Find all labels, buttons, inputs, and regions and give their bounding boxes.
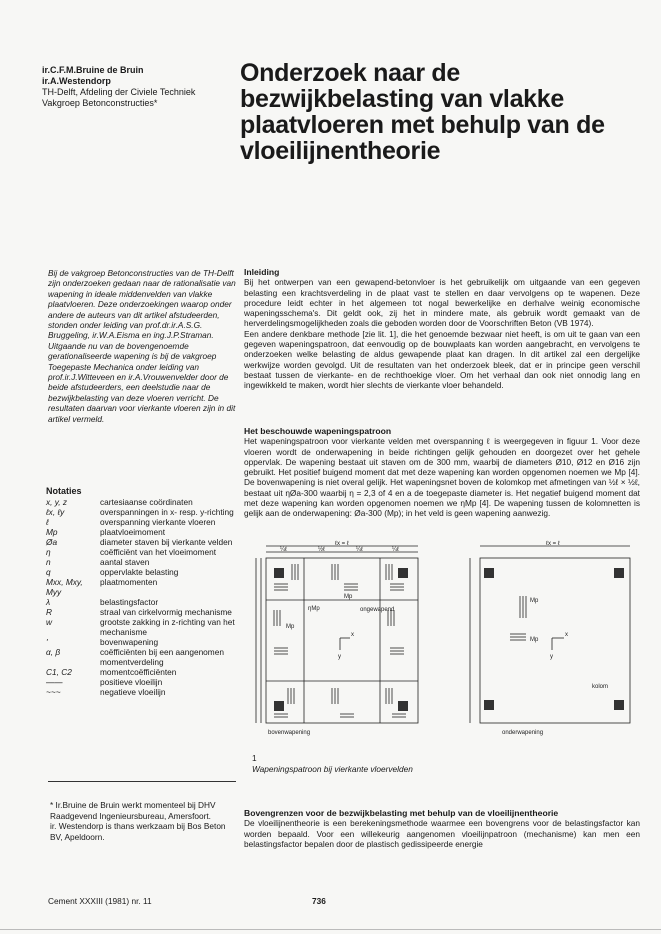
notation-description: coëfficiënt van het vloeimoment [100,547,217,557]
dim-top-part-1: ¼ℓ [280,547,287,553]
label-mp-right-1: Mp [530,598,539,604]
notation-row [46,687,241,697]
label-mp-2: Mp [286,624,295,630]
figure-caption: Wapeningspatroon bij vierkante vloervelden [252,764,413,774]
notation-row [46,527,241,537]
figure-number: 1 [252,753,257,763]
notation-symbol: Mxx, Mxy, Myy [46,577,83,597]
notation-description: straal van cirkelvormig mechanisme [100,607,232,617]
notation-symbol: q [46,567,51,577]
author-block [42,65,232,109]
notation-row [46,567,241,577]
notation-description: oppervlakte belasting [100,567,179,577]
notation-symbol: x, y, z [46,497,68,507]
section-wapening [244,426,640,519]
notation-symbol: w [46,617,52,627]
notation-symbol: ℓx, ℓy [46,507,65,517]
notation-symbol: ℓ [46,517,49,527]
notation-row [46,597,241,607]
notation-description: grootste zakking in z-richting van het mechanisme [100,617,235,637]
notation-description: plaatvloeimoment [100,527,166,537]
notation-description: belastingsfactor [100,597,159,607]
inleiding-paragraph-1: Bij het ontwerpen van een gewapend-betonvloer is het gebruikelijk om uitgaande van een gegeven belasting een krachtsverdeling in de plaat vast te stellen en daar vervolgens op te wapenen. Deze procedure leidt echter in het algemeen tot nogal bewerkelijke en derhalve weinig economische wapeningsschema's. Dit geldt ook, zij het in mindere mate, als gebruik wordt gemaakt van de herverdelingsmogelijkheden zoals die geboden worden door de Voorschriften Beton (VB 1974). [244,277,640,329]
inleiding-paragraph-2: Een andere denkbare methode [zie lit. 1], die het genoemde bezwaar niet heeft, is om uit te gaan van een gegeven wapeningspatroon, dat eenvoudig op de bouwplaats kan worden aangebracht, en vervolgens te onderzoeken welke belasting de aldus gewapende plaat kan dragen. In dit artikel zal een dergelijke werkwijze worden gevolgd. Uit de resultaten van het onderzoek bleek, dat er in principe geen verschil bestaat tussen de vierkante- en de rechthoekige vloer. Om het verhaal dan ook niet onnodig lang en ingewikkeld te maken, wordt hier slechts de vierkante vloer behandeld. [244,328,640,391]
notation-row [46,617,241,637]
axis-y-right: y [550,654,553,660]
notation-symbol: R [46,607,52,617]
notation-symbol: ' [46,637,48,647]
notation-row [46,547,241,557]
axis-x-left: x [351,632,354,638]
notation-symbol: Mp [46,527,58,537]
footnote-text-1: * Ir.Bruine de Bruin werkt momenteel bij DHV Raadgevend Ingenieursbureau, Amersfoort. [50,800,216,821]
notation-symbol: —— [46,677,63,687]
affiliation-1: TH-Delft, Afdeling der Civiele Techniek [42,87,196,97]
notation-row [46,637,241,647]
notation-row [46,497,241,507]
right-panel-outline [480,558,630,723]
intro-abstract: Bij de vakgroep Betonconstructies van de TH-Delft zijn onderzoeken gedaan naar de rationalisatie van wapening in ideale middenvelden van vlakke plaatvloeren. Deze onderzoekingen waarop onder andere de auteurs van dit artikel afstudeerden, stonden onder leiding van prof.dr.ir.A.S.G. Bruggeling, ir.W.A.Eisma en ing.J.P.Straman. Uitgaande nu van de bovengenoemde gerationaliseerde wapening is bij de vakgroep Toegepaste Mechanica onder leiding van prof.ir.J.Witteveen en ir.A.Vrouwenvelder door de beide afstudeerders, een deelstudie naar de bezwijkbelasting van deze vloeren verricht. De resultaten daarvan voor vierkante vloeren zijn in dit artikel vermeld. [48,268,236,424]
notation-row [46,677,241,687]
article-title: Onderzoek naar de bezwijkbelasting van vlakke plaatvloeren met behulp van de vloeilijnentheorie [240,59,605,165]
label-right-top: ℓx = ℓ [546,541,560,547]
notation-symbol: α, β [46,647,61,657]
notation-description: coëfficiënten bij een aangenomen momentverdeling [100,647,224,667]
notation-description: diameter staven bij vierkante velden [100,537,233,547]
notation-symbol: n [46,557,51,567]
section-bovengrenzen [244,808,640,849]
notation-description: plaatmomenten [100,577,158,587]
notation-description: cartesiaanse coördinaten [100,497,193,507]
wapening-paragraph: Het wapeningspatroon voor vierkante velden met overspanning ℓ is weergegeven in figuur 1. Voor deze vloeren wordt de onderwapening in beide richtingen gelijk gehouden en doorgezet over het gehele oppervlak. De wapening bestaat uit staven om de 300 mm, waarbij de diameters Ø10, Ø12 en Ø16 zijn gebruikt. Het positief buigend moment dat met deze wapening kan worden opgenomen noemen we Mp [4]. De bovenwapening is niet overal gelijk. Het wapeningsnet boven de kolomkop met afmetingen van ½ℓ × ½ℓ, bestaat uit ηØa-300 waarbij η = 2,3 of 4 en a de toegepaste diameter is. Het negatief buigend moment dat met deze wapening kan worden opgenomen noemen we ηMp [4]. De wapening tussen de kolomnetten is gelijk aan de onderwapening: Øa-300 (Mp); in het veld is geen wapening aanwezig. [244,436,640,519]
notation-row [46,607,241,617]
notation-description: bovenwapening [100,637,159,647]
notation-symbol: λ [46,597,51,607]
dim-top-part-3: ¼ℓ [356,547,363,553]
label-mp-right-2: Mp [530,637,539,643]
journal-reference: Cement XXXIII (1981) nr. 11 [48,896,152,906]
notation-row [46,647,241,667]
notation-symbol: C1, C2 [46,667,72,677]
page-bottom-edge [0,929,661,930]
notation-description: aantal staven [100,557,150,567]
label-ongewapend: ongewapend [360,607,395,613]
left-panel-outline [266,558,418,723]
bovengrenzen-heading: Bovengrenzen voor de bezwijkbelasting met behulp van de vloeilijnentheorie [244,808,559,818]
dim-top-part-4: ¼ℓ [392,547,399,553]
notation-description: overspanning vierkante vloeren [100,517,216,527]
label-kolom: kolom [592,684,609,690]
footnote [50,800,240,842]
notation-row [46,557,241,567]
label-mp-1: Mp [344,594,353,600]
notation-row [46,537,241,547]
notation-symbol: Øa [46,537,58,547]
footnote-text-2: ir. Westendorp is thans werkzaam bij Bos Beton BV, Apeldoorn. [50,821,226,842]
notation-description: negatieve vloeilijn [100,687,166,697]
label-bovenwapening: bovenwapening [268,730,311,736]
inleiding-heading: Inleiding [244,267,280,277]
axis-x-right: x [565,632,568,638]
notation-row [46,577,241,597]
notation-heading: Notaties [46,486,82,496]
notation-row [46,507,241,517]
section-inleiding [244,267,640,391]
dim-top-part-2: ½ℓ [318,547,325,553]
notation-list [46,486,241,697]
wapening-heading: Het beschouwde wapeningspatroon [244,426,392,436]
notation-description: overspanningen in x- resp. y-richting [100,507,234,517]
notation-symbol: ~~~ [46,687,61,697]
label-etamp-1: ηMp [308,606,320,612]
notation-symbol: η [46,547,51,557]
notation-description: momentcoëfficiënten [100,667,177,677]
footnote-divider [48,781,236,782]
bovengrenzen-paragraph: De vloeilijnentheorie is een berekeningsmethode waarmee een bovengrens voor de belastingsfactor kan worden bepaald. Voor een willekeurig aangenomen vloeilijnpatroon (mechanisme) kan men een belastingsfactor bepalen door de plastisch gedissipeerde energie [244,818,640,849]
page-number: 736 [312,896,326,906]
notation-row [46,667,241,677]
figure-reinforcement-pattern [252,538,648,738]
author-2: ir.A.Westendorp [42,76,111,86]
notation-description: positieve vloeilijn [100,677,163,687]
notation-row [46,517,241,527]
label-onderwapening: onderwapening [502,730,544,736]
axis-y-left: y [338,654,341,660]
affiliation-2: Vakgroep Betonconstructies* [42,98,158,108]
dim-top-label: ℓx = ℓ [335,541,349,547]
author-1: ir.C.F.M.Bruine de Bruin [42,65,144,75]
